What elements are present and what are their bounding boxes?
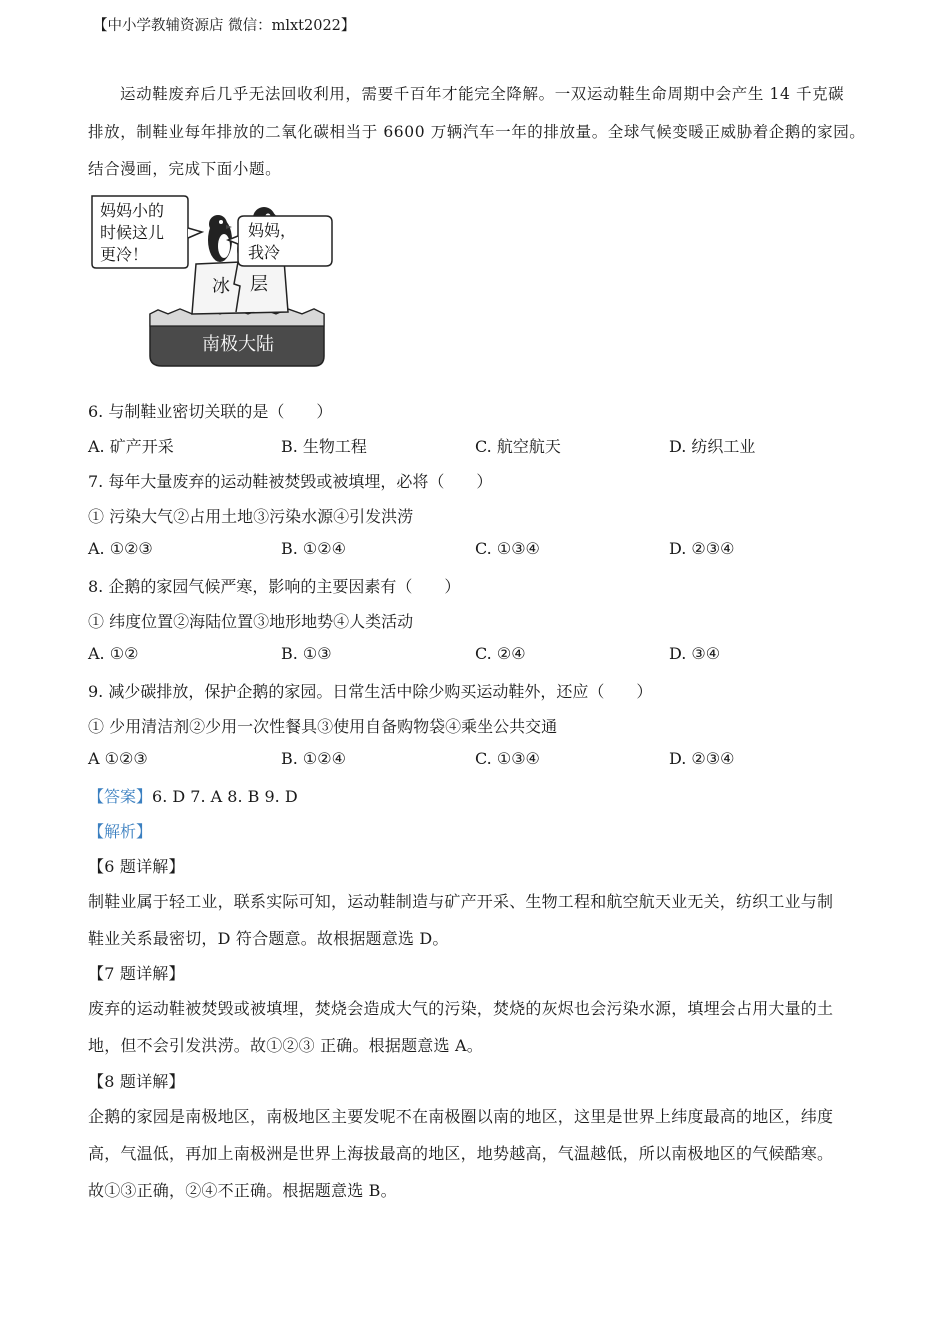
detail-8-title: 【8 题详解】: [88, 1072, 185, 1091]
q6-option-b: B. 生物工程: [281, 437, 367, 456]
detail-6-line-1: 制鞋业属于轻工业，联系实际可知，运动鞋制造与矿产开采、生物工程和航空航天业无关，纺织工业与制: [88, 892, 834, 911]
detail-8-line-3: 故①③正确，②④不正确。根据题意选 B。: [88, 1181, 397, 1200]
q8-option-b: B. ①③: [281, 644, 332, 663]
question-9-items: ① 少用清洁剂②少用一次性餐具③使用自备购物袋④乘坐公共交通: [88, 717, 558, 736]
q6-option-a: A. 矿产开采: [88, 437, 174, 456]
bubble-right-line-1: 妈妈，: [248, 221, 297, 240]
q6-option-c: C. 航空航天: [475, 437, 561, 456]
ice-label-right: 层: [250, 274, 268, 295]
q7-option-b: B. ①②④: [281, 539, 346, 558]
q7-option-c: C. ①③④: [475, 539, 540, 558]
ice-label-left: 冰: [212, 276, 230, 297]
bubble-left-line-2: 时候这儿: [100, 223, 165, 242]
question-9-stem: 9. 减少碳排放，保护企鹅的家园。日常生活中除少购买运动鞋外，还应（ ）: [88, 682, 653, 701]
intro-line-1: 运动鞋废弃后几乎无法回收利用，需要千百年才能完全降解。一双运动鞋生命周期中会产生 14 千克碳: [120, 85, 845, 103]
question-7-stem: 7. 每年大量废弃的运动鞋被焚毁或被填埋，必将（ ）: [88, 472, 493, 491]
detail-7-line-2: 地，但不会引发洪涝。故①②③ 正确。根据题意选 A。: [88, 1036, 483, 1055]
q9-option-d: D. ②③④: [669, 749, 735, 768]
continent-label: 南极大陆: [202, 334, 274, 355]
detail-8-line-1: 企鹅的家园是南极地区，南极地区主要发呢不在南极圈以南的地区，这里是世界上纬度最高的地区，纬度: [88, 1107, 834, 1126]
detail-7-line-1: 废弃的运动鞋被焚毁或被填埋，焚烧会造成大气的污染，焚烧的灰烬也会污染水源，填埋会占用大量的土: [88, 999, 834, 1018]
answer-label: 【答案】: [88, 787, 153, 806]
answer-line: [88, 784, 298, 807]
intro-line-3: 结合漫画，完成下面小题。: [88, 160, 282, 178]
question-8-items: ① 纬度位置②海陆位置③地形地势④人类活动: [88, 612, 414, 631]
answer-text: 6. D 7. A 8. B 9. D: [152, 787, 298, 806]
question-6-stem: 6. 与制鞋业密切关联的是（ ）: [88, 402, 333, 421]
bubble-right-line-2: 我冷: [248, 243, 281, 262]
q9-option-a: A ①②③: [88, 749, 148, 768]
detail-6-line-2: 鞋业关系最密切，D 符合题意。故根据题意选 D。: [88, 929, 449, 948]
analysis-label: 【解析】: [88, 822, 153, 841]
penguin-comic-image: [88, 188, 333, 370]
question-8-stem: 8. 企鹅的家园气候严寒，影响的主要因素有（ ）: [88, 577, 461, 596]
q9-option-b: B. ①②④: [281, 749, 346, 768]
page-header: 【中小学教辅资源店 微信：mlxt2022】: [93, 18, 356, 34]
q8-option-a: A. ①②: [88, 644, 139, 663]
q8-option-c: C. ②④: [475, 644, 526, 663]
bubble-left-line-3: 更冷！: [100, 245, 149, 264]
q6-option-d: D. 纺织工业: [669, 437, 756, 456]
q7-option-a: A. ①②③: [88, 539, 153, 558]
detail-8-line-2: 高，气温低，再加上南极洲是世界上海拔最高的地区，地势越高，气温越低，所以南极地区的气候酷寒。: [88, 1144, 834, 1163]
q9-option-c: C. ①③④: [475, 749, 540, 768]
detail-7-title: 【7 题详解】: [88, 964, 185, 983]
detail-6-title: 【6 题详解】: [88, 857, 185, 876]
question-7-items: ① 污染大气②占用土地③污染水源④引发洪涝: [88, 507, 414, 526]
q7-option-d: D. ②③④: [669, 539, 735, 558]
intro-line-2: 排放，制鞋业每年排放的二氧化碳相当于 6600 万辆汽车一年的排放量。全球气候变暖正威胁着企鹅的家园。: [88, 123, 866, 141]
q8-option-d: D. ③④: [669, 644, 721, 663]
bubble-left-line-1: 妈妈小的: [100, 201, 165, 220]
